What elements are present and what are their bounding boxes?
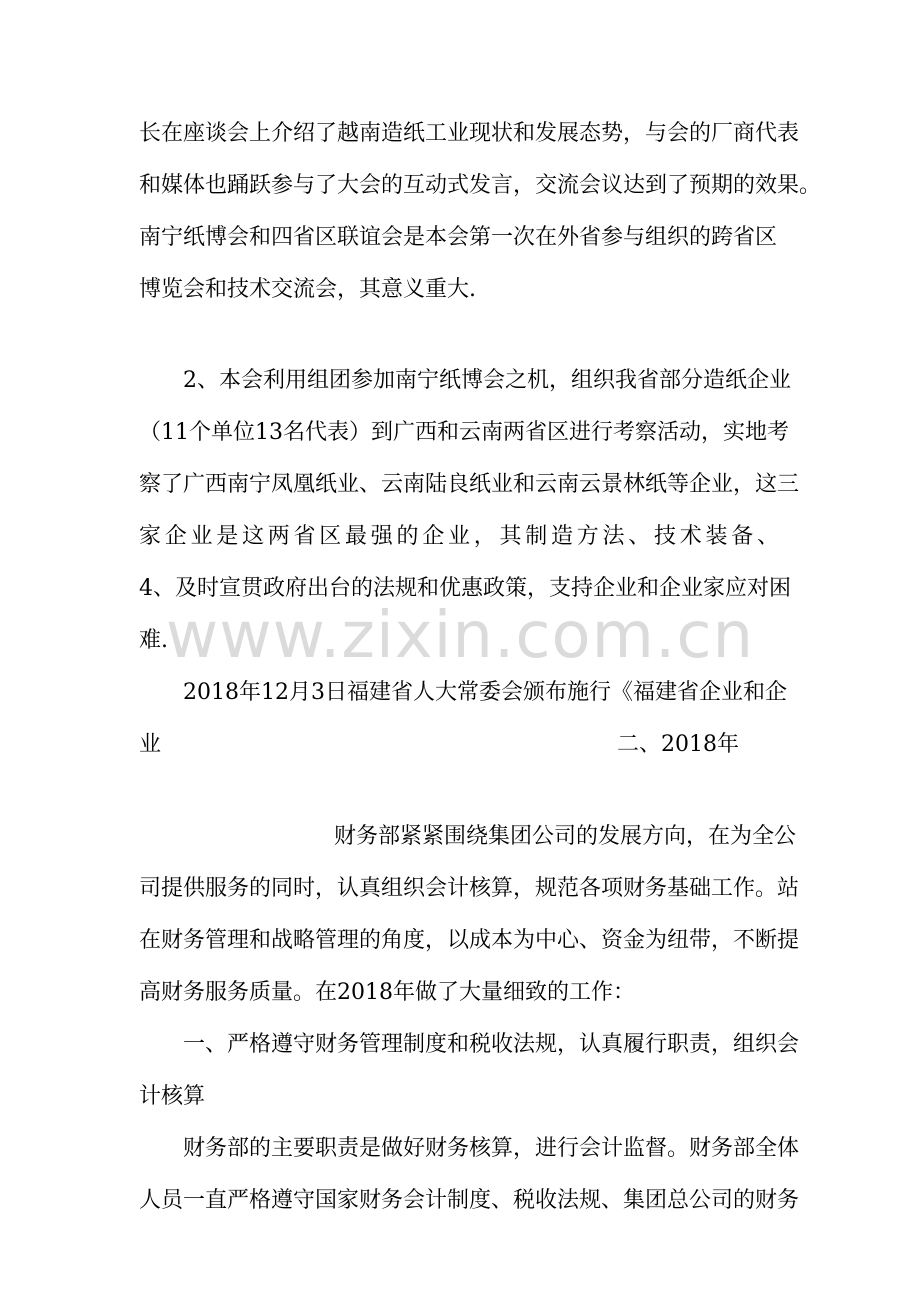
- text-line: 高财务服务质量。在2018年做了大量细致的工作：: [139, 980, 635, 1005]
- text-fragment: 二、2018年: [617, 732, 739, 757]
- text-line: 南宁纸博会和四省区联谊会是本会第一次在外省参与组织的跨省区: [139, 225, 778, 250]
- text-line: 在财务管理和战略管理的角度，以成本为中心、资金为纽带，不断提: [139, 928, 800, 953]
- text-line: 长在座谈会上介绍了越南造纸工业现状和发展态势，与会的厂商代表: [139, 121, 800, 146]
- text-line: 司提供服务的同时，认真组织会计核算，规范各项财务基础工作。站: [139, 876, 800, 901]
- text-line: 财务部的主要职责是做好财务核算，进行会计监督。财务部全体: [183, 1136, 800, 1161]
- text-line: 博览会和技术交流会，其意义重大.: [139, 277, 476, 302]
- text-fragment: 业: [139, 732, 162, 757]
- text-line: 一、严格遵守财务管理制度和税收法规，认真履行职责，组织会: [183, 1032, 800, 1057]
- text-line: 2018年12月3日福建省人大常委会颁布施行《福建省企业和企: [183, 680, 787, 705]
- text-line: 难.: [139, 628, 168, 653]
- text-line: 4、及时宣贯政府出台的法规和优惠政策，支持企业和企业家应对困: [139, 576, 791, 601]
- watermark: www.zixin.com.cn: [165, 599, 755, 673]
- text-line: （11个单位13名代表）到广西和云南两省区进行考察活动，实地考: [139, 420, 789, 445]
- text-line-split: [139, 730, 739, 760]
- text-line: 2、本会利用组团参加南宁纸博会之机，组织我省部分造纸企业: [183, 368, 791, 393]
- text-line: 计核算: [139, 1084, 206, 1109]
- text-line: 人员一直严格遵守国家财务会计制度、税收法规、集团总公司的财务: [139, 1188, 800, 1213]
- text-line: 和媒体也踊跃参与了大会的互动式发言，交流会议达到了预期的效果。: [139, 173, 822, 198]
- text-line: 察了广西南宁凤凰纸业、云南陆良纸业和云南云景林纸等企业，这三: [139, 472, 800, 497]
- text-line: 家企业是这两省区最强的企业，其制造方法、技术装备、: [139, 524, 779, 549]
- text-line: 财务部紧紧围绕集团公司的发展方向，在为全公: [334, 824, 797, 849]
